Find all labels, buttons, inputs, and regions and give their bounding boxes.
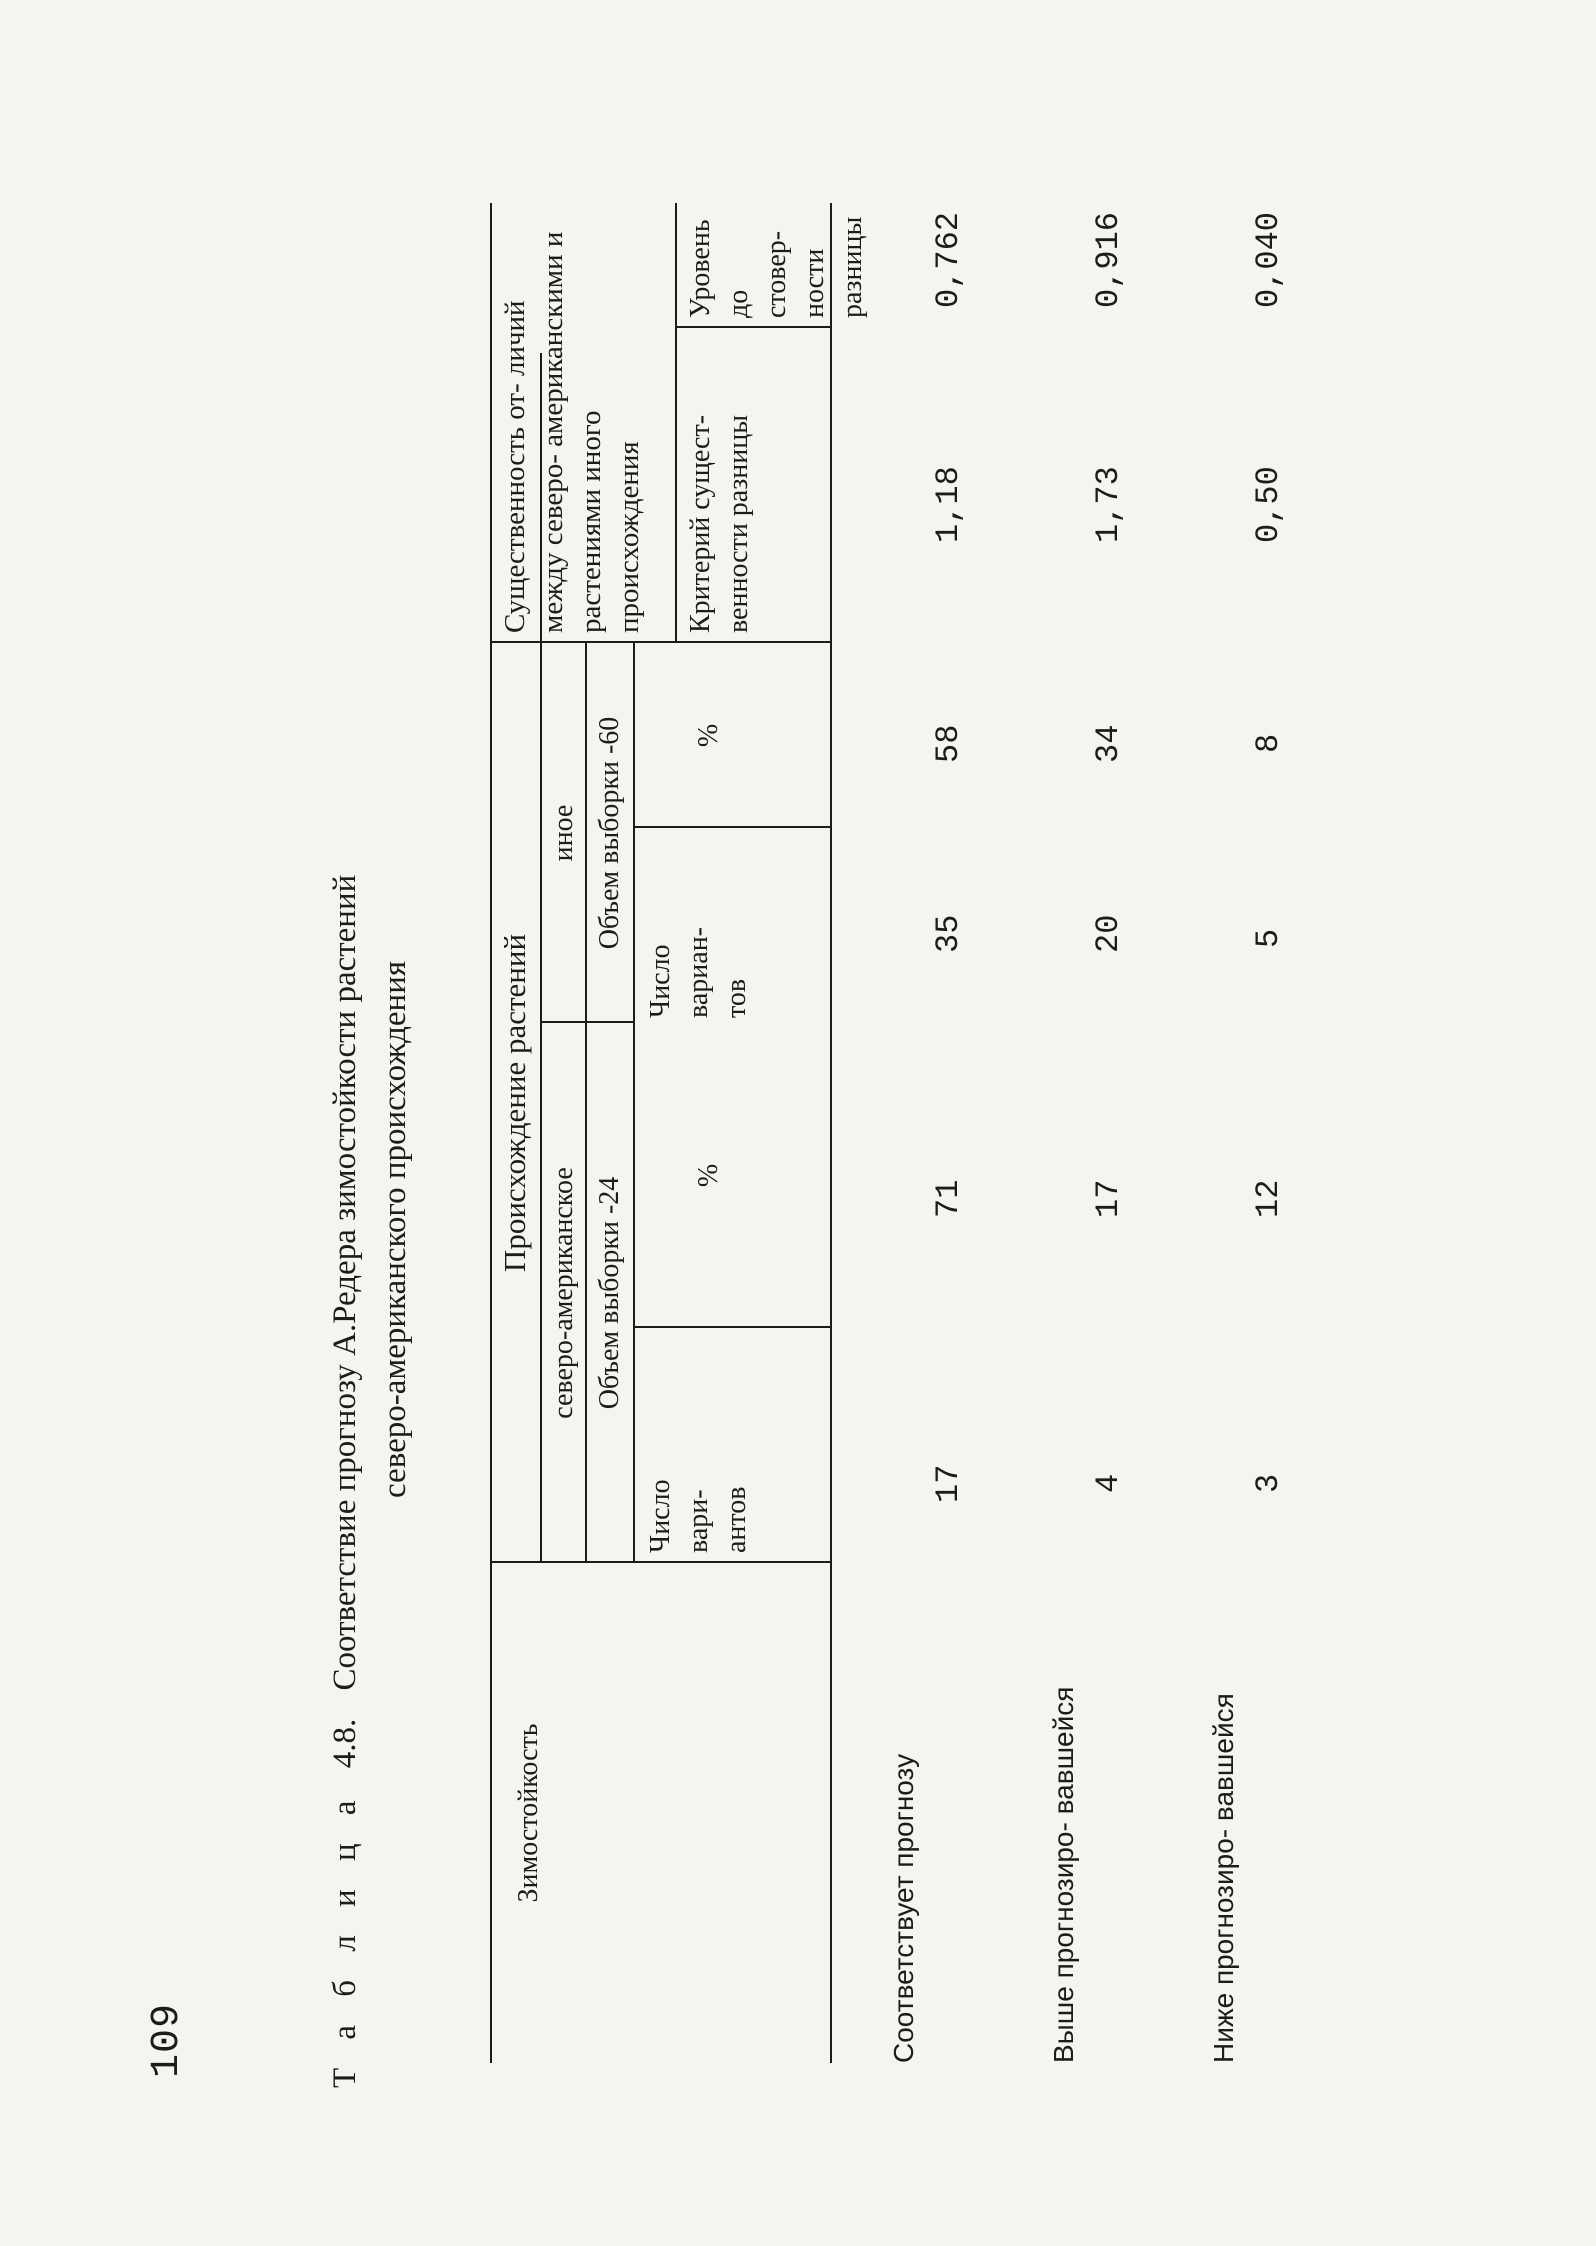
criterion-cell: 0,50 xyxy=(1250,466,1287,543)
na-count-cell: 3 xyxy=(1250,1473,1287,1493)
pct-label-north-american: % xyxy=(693,1163,724,1188)
criterion-level-divider xyxy=(675,326,830,328)
caption-label: Т а б л и ц а xyxy=(327,1790,363,2088)
level-cell: 0,762 xyxy=(930,211,967,308)
group-name-north-american: северо-американское xyxy=(548,1167,579,1419)
sample-size-rule xyxy=(633,643,635,1563)
table-caption xyxy=(320,188,420,2088)
other-pct-cell: 8 xyxy=(1250,733,1287,753)
na-pct-cell: 17 xyxy=(1090,1179,1127,1218)
level-label: Уровень до стовер- ности разницы xyxy=(685,216,868,318)
caption-number: 4.8. xyxy=(327,1718,363,1769)
row-label: Соответствует прогнозу xyxy=(888,1753,919,2063)
group-name-other: иное xyxy=(548,804,579,862)
other-count-cell: 5 xyxy=(1250,928,1287,948)
stub-header: Зимостойкость xyxy=(513,1723,544,1903)
table-top-rule xyxy=(490,203,492,2063)
na-count-cell: 17 xyxy=(930,1464,967,1503)
level-cell: 0,040 xyxy=(1250,211,1287,308)
other-count-pct-divider xyxy=(633,826,830,828)
na-pct-cell: 12 xyxy=(1250,1179,1287,1218)
sample-size-other: Объем выборки -60 xyxy=(594,716,625,950)
criterion-cell: 1,18 xyxy=(930,466,967,543)
criterion-label: Критерий сущест- венности разницы xyxy=(685,414,754,633)
na-count-pct-divider xyxy=(633,1326,830,1328)
count-label-other: Число вариан- тов xyxy=(645,927,752,1018)
count-label-north-american: Число вари- антов xyxy=(645,1479,752,1553)
significance-header-rule xyxy=(675,203,677,643)
significance-divider xyxy=(490,641,830,643)
na-pct-cell: 71 xyxy=(930,1179,967,1218)
group-name-rule xyxy=(585,643,587,1563)
significance-header: Существенность от- личий между северо- американскими и растениями иного происхождения xyxy=(499,231,645,633)
row-label: Выше прогнозиро- вавшейся xyxy=(1048,1686,1079,2063)
caption-line-2: северо-американского происхождения xyxy=(377,960,413,1498)
other-pct-cell: 58 xyxy=(930,724,967,763)
origin-header: Происхождение растений xyxy=(497,933,532,1273)
criterion-cell: 1,73 xyxy=(1090,466,1127,543)
caption-line-1: Соответствие прогнозу А.Редера зимостойкости растений xyxy=(327,874,363,1691)
pct-label-other: % xyxy=(693,723,724,748)
na-count-cell: 4 xyxy=(1090,1473,1127,1493)
other-count-cell: 35 xyxy=(930,914,967,953)
rotated-page-content xyxy=(320,188,1370,2088)
row-label: Ниже прогнозиро- вавшейся xyxy=(1208,1693,1239,2063)
winter-hardiness-table xyxy=(490,203,1340,2063)
sample-size-north-american: Объем выборки -24 xyxy=(594,1176,625,1410)
page-number: 109 xyxy=(145,2002,190,2078)
other-count-cell: 20 xyxy=(1090,914,1127,953)
header-bottom-rule xyxy=(830,203,832,2063)
level-cell: 0,916 xyxy=(1090,211,1127,308)
other-pct-cell: 34 xyxy=(1090,724,1127,763)
